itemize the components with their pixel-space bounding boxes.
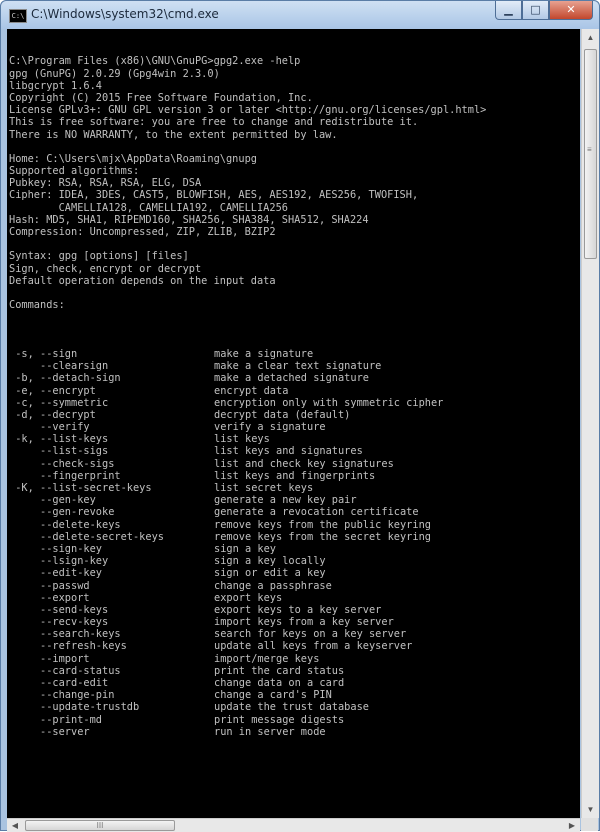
command-description: sign a key locally [214, 555, 326, 568]
console-output[interactable] [7, 29, 580, 818]
command-row [9, 543, 486, 555]
command-row [9, 348, 486, 360]
scroll-right-arrow-icon[interactable]: ▶ [568, 821, 576, 830]
console-line: Supported algorithms: [9, 165, 140, 178]
scroll-corner [581, 818, 598, 831]
command-option: --delete-secret-keys [9, 530, 164, 543]
command-description: import keys from a key server [214, 616, 394, 629]
command-description: update all keys from a keyserver [214, 640, 413, 653]
command-description: make a signature [214, 347, 314, 360]
command-option: --print-md [9, 713, 102, 726]
command-description: generate a revocation certificate [214, 506, 419, 519]
command-row [9, 397, 486, 409]
console-text [9, 31, 486, 762]
command-option: --search-keys [9, 628, 121, 641]
command-description: change data on a card [214, 677, 345, 689]
console-line: Compression: Uncompressed, ZIP, ZLIB, BZIP2 [9, 226, 276, 239]
command-row [9, 604, 486, 616]
command-row [9, 567, 486, 579]
scroll-up-arrow-icon[interactable]: ▲ [586, 33, 595, 42]
command-description: generate a new key pair [214, 494, 357, 507]
command-description: list keys [214, 433, 270, 446]
console-line: C:\Program Files (x86)\GNU\GnuPG>gpg2.exe -help [9, 55, 301, 68]
command-option: --export [9, 591, 90, 604]
header-lines [9, 55, 486, 323]
command-option: --send-keys [9, 603, 109, 616]
command-description: remove keys from the secret keyring [214, 530, 431, 543]
command-option: --verify [9, 421, 90, 434]
command-description: list keys and signatures [214, 445, 363, 458]
console-line: Pubkey: RSA, RSA, RSA, ELG, DSA [9, 177, 202, 190]
command-list [9, 348, 486, 738]
command-option: --list-sigs [9, 445, 109, 458]
command-option: --update-trustdb [9, 701, 140, 714]
command-option: --gen-key [9, 494, 96, 507]
command-option: -s, --sign [9, 347, 78, 360]
command-description: make a detached signature [214, 372, 369, 385]
command-option: --card-edit [9, 677, 109, 689]
command-row [9, 409, 486, 421]
command-row [9, 689, 486, 701]
window-controls [495, 1, 593, 20]
command-option: --lsign-key [9, 555, 109, 568]
command-description: sign or edit a key [214, 567, 326, 580]
command-description: remove keys from the public keyring [214, 518, 431, 531]
command-option: --import [9, 652, 90, 665]
command-description: list and check key signatures [214, 457, 394, 470]
command-description: list keys and fingerprints [214, 469, 376, 482]
console-line: Commands: [9, 299, 65, 312]
command-option: -k, --list-keys [9, 433, 109, 446]
console-line: There is NO WARRANTY, to the extent permitted by law. [9, 128, 338, 141]
command-row [9, 628, 486, 640]
scroll-down-arrow-icon[interactable]: ▼ [586, 805, 595, 814]
command-option: --passwd [9, 579, 90, 592]
command-description: import/merge keys [214, 652, 320, 665]
command-description: verify a signature [214, 421, 326, 434]
command-description: list secret keys [214, 482, 314, 494]
command-option: --fingerprint [9, 469, 121, 482]
console-line [9, 287, 486, 299]
title-bar[interactable] [1, 1, 599, 29]
console-line [9, 238, 486, 250]
command-description: sign a key [214, 542, 276, 555]
command-row [9, 580, 486, 592]
console-line: Sign, check, encrypt or decrypt [9, 262, 202, 275]
console-line [9, 311, 486, 323]
console-line: Home: C:\Users\mjx\AppData\Roaming\gnupg [9, 152, 257, 165]
command-description: make a clear text signature [214, 360, 382, 373]
command-row [9, 653, 486, 665]
command-row [9, 677, 486, 689]
console-line: License GPLv3+: GNU GPL version 3 or later <http://gnu.org/licenses/gpl.html> [9, 104, 487, 117]
horizontal-scroll-thumb[interactable]: III [25, 820, 175, 831]
command-option: -b, --detach-sign [9, 372, 121, 385]
command-option: --gen-revoke [9, 506, 115, 519]
command-option: --clearsign [9, 360, 109, 373]
command-option: --sign-key [9, 542, 102, 555]
command-option: --card-status [9, 664, 121, 677]
command-description: change a passphrase [214, 579, 332, 592]
command-row [9, 494, 486, 506]
console-line: Copyright (C) 2015 Free Software Foundation, Inc. [9, 91, 313, 104]
command-description: update the trust database [214, 701, 369, 714]
command-option: --server [9, 725, 90, 738]
command-option: -c, --symmetric [9, 396, 109, 409]
command-option: -d, --decrypt [9, 408, 96, 421]
command-option: --edit-key [9, 567, 102, 580]
command-row [9, 385, 486, 397]
vertical-scroll-thumb[interactable] [584, 49, 597, 259]
console-line: libgcrypt 1.6.4 [9, 79, 102, 92]
command-row [9, 421, 486, 433]
command-option: -e, --encrypt [9, 384, 96, 397]
command-description: change a card's PIN [214, 689, 332, 702]
command-description: run in server mode [214, 725, 326, 738]
console-line: Default operation depends on the input data [9, 274, 276, 287]
scroll-grip-icon: ≡ [587, 145, 592, 154]
command-option: --check-sigs [9, 457, 115, 470]
command-row [9, 714, 486, 726]
command-row [9, 531, 486, 543]
vertical-scrollbar[interactable] [581, 29, 599, 818]
console-line: gpg (GnuPG) 2.0.29 (Gpg4win 2.3.0) [9, 67, 220, 80]
console-line: Cipher: IDEA, 3DES, CAST5, BLOWFISH, AES, AES192, AES256, TWOFISH, [9, 189, 419, 202]
command-description: print the card status [214, 664, 345, 677]
horizontal-scrollbar[interactable] [7, 818, 580, 832]
command-row [9, 555, 486, 567]
command-description: print message digests [214, 713, 345, 726]
command-row [9, 506, 486, 518]
console-line: Syntax: gpg [options] [files] [9, 250, 189, 263]
command-option: --refresh-keys [9, 640, 127, 653]
command-row [9, 519, 486, 531]
command-row [9, 360, 486, 372]
command-option: --delete-keys [9, 518, 121, 531]
command-row [9, 445, 486, 457]
command-option: --change-pin [9, 689, 115, 702]
console-line: CAMELLIA128, CAMELLIA192, CAMELLIA256 [9, 201, 288, 214]
command-description: export keys [214, 591, 283, 604]
close-button[interactable]: ✕ [549, 1, 593, 20]
command-description: export keys to a key server [214, 603, 382, 616]
command-row [9, 616, 486, 628]
command-row [9, 592, 486, 604]
command-row [9, 665, 486, 677]
command-description: search for keys on a key server [214, 628, 407, 641]
cmd-app-icon[interactable]: C:\ [9, 9, 27, 23]
command-option: --recv-keys [9, 616, 109, 629]
command-row [9, 433, 486, 445]
command-option: -K, --list-secret-keys [9, 482, 152, 494]
window-title: C:\Windows\system32\cmd.exe [31, 7, 219, 21]
minimize-button[interactable]: ▁ [495, 1, 522, 20]
command-row [9, 482, 486, 494]
command-row [9, 701, 486, 713]
console-line: Hash: MD5, SHA1, RIPEMD160, SHA256, SHA384, SHA512, SHA224 [9, 213, 369, 226]
command-row [9, 726, 486, 738]
console-line: This is free software: you are free to change and redistribute it. [9, 116, 419, 129]
command-row [9, 470, 486, 482]
command-row [9, 372, 486, 384]
command-description: encryption only with symmetric cipher [214, 396, 444, 409]
command-row [9, 458, 486, 470]
scroll-left-arrow-icon[interactable]: ◀ [11, 821, 19, 830]
console-line [9, 141, 486, 153]
command-row [9, 640, 486, 652]
command-description: encrypt data [214, 384, 289, 397]
command-description: decrypt data (default) [214, 408, 351, 421]
maximize-button[interactable]: □ [522, 1, 549, 20]
